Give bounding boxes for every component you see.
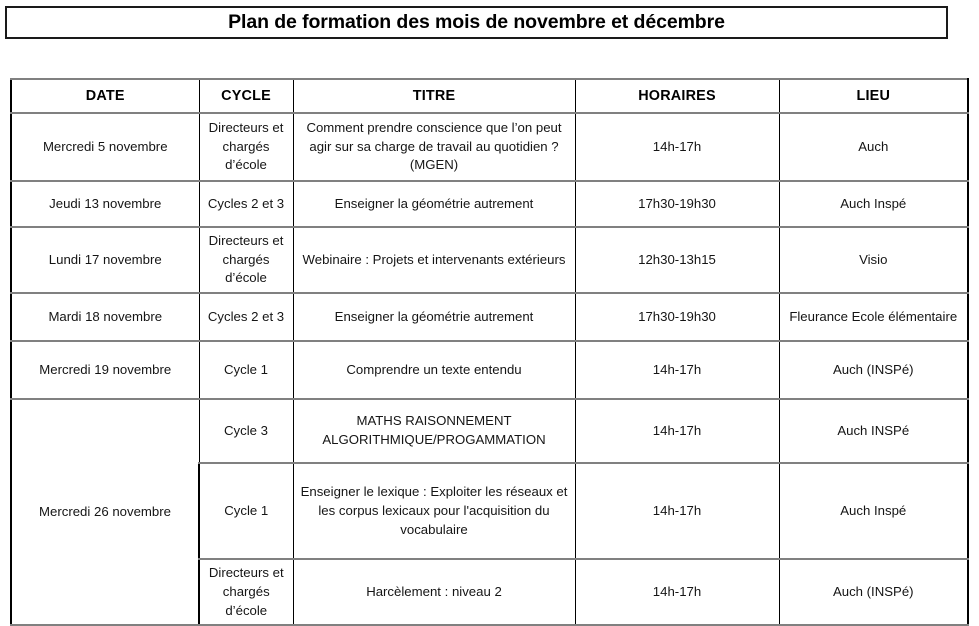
cell-cycle: Cycle 3: [199, 399, 293, 463]
cell-lieu: Auch: [779, 113, 968, 181]
cell-lieu: Auch (INSPé): [779, 341, 968, 399]
cell-lieu: Auch INSPé: [779, 399, 968, 463]
cell-titre: MATHS RAISONNEMENT ALGORITHMIQUE/PROGAMMATION: [293, 399, 575, 463]
cell-cycle: Cycles 2 et 3: [199, 293, 293, 341]
cell-lieu: Auch Inspé: [779, 181, 968, 227]
cell-cycle: Cycle 1: [199, 341, 293, 399]
table-row: [11, 341, 968, 399]
cell-date: Mercredi 19 novembre: [11, 341, 199, 399]
cell-date: Jeudi 13 novembre: [11, 181, 199, 227]
cell-titre: Enseigner la géométrie autrement: [293, 293, 575, 341]
table-row: [11, 181, 968, 227]
cell-lieu: Auch (INSPé): [779, 559, 968, 625]
cell-lieu: Auch Inspé: [779, 463, 968, 559]
cell-horaires: 14h-17h: [575, 341, 779, 399]
cell-horaires: 17h30-19h30: [575, 181, 779, 227]
column-header-horaires: HORAIRES: [575, 79, 779, 113]
cell-date: Lundi 17 novembre: [11, 227, 199, 293]
cell-cycle: Directeurs et chargés d’école: [199, 559, 293, 625]
column-header-lieu: LIEU: [779, 79, 968, 113]
cell-titre: Webinaire : Projets et intervenants extérieurs: [293, 227, 575, 293]
cell-titre: Comprendre un texte entendu: [293, 341, 575, 399]
cell-date-merged: Mercredi 26 novembre: [11, 399, 199, 625]
cell-horaires: 14h-17h: [575, 113, 779, 181]
cell-titre: Enseigner le lexique : Exploiter les réseaux et les corpus lexicaux pour l'acquisition du vocabulaire: [293, 463, 575, 559]
training-plan-table: [10, 78, 969, 626]
cell-horaires: 12h30-13h15: [575, 227, 779, 293]
cell-cycle: Directeurs et chargés d’école: [199, 113, 293, 181]
column-header-titre: TITRE: [293, 79, 575, 113]
cell-lieu: Visio: [779, 227, 968, 293]
cell-lieu: Fleurance Ecole élémentaire: [779, 293, 968, 341]
table-row: [11, 113, 968, 181]
cell-titre: Harcèlement : niveau 2: [293, 559, 575, 625]
cell-cycle: Cycles 2 et 3: [199, 181, 293, 227]
table-header: [11, 79, 968, 113]
cell-titre: Enseigner la géométrie autrement: [293, 181, 575, 227]
cell-horaires: 14h-17h: [575, 399, 779, 463]
cell-horaires: 17h30-19h30: [575, 293, 779, 341]
cell-horaires: 14h-17h: [575, 463, 779, 559]
page-title: Plan de formation des mois de novembre et décembre: [228, 11, 725, 33]
column-header-cycle: CYCLE: [199, 79, 293, 113]
table-row: [11, 227, 968, 293]
table-header-row: [11, 79, 968, 113]
schedule-table-container: [10, 78, 967, 626]
table-row: [11, 399, 968, 463]
cell-cycle: Cycle 1: [199, 463, 293, 559]
cell-date: Mardi 18 novembre: [11, 293, 199, 341]
cell-date: Mercredi 5 novembre: [11, 113, 199, 181]
table-body: [11, 113, 968, 625]
cell-horaires: 14h-17h: [575, 559, 779, 625]
document-title-box: [5, 6, 948, 39]
table-row: [11, 293, 968, 341]
column-header-date: DATE: [11, 79, 199, 113]
cell-titre: Comment prendre conscience que l’on peut agir sur sa charge de travail au quotidien ? (MGEN): [293, 113, 575, 181]
cell-cycle: Directeurs et chargés d’école: [199, 227, 293, 293]
